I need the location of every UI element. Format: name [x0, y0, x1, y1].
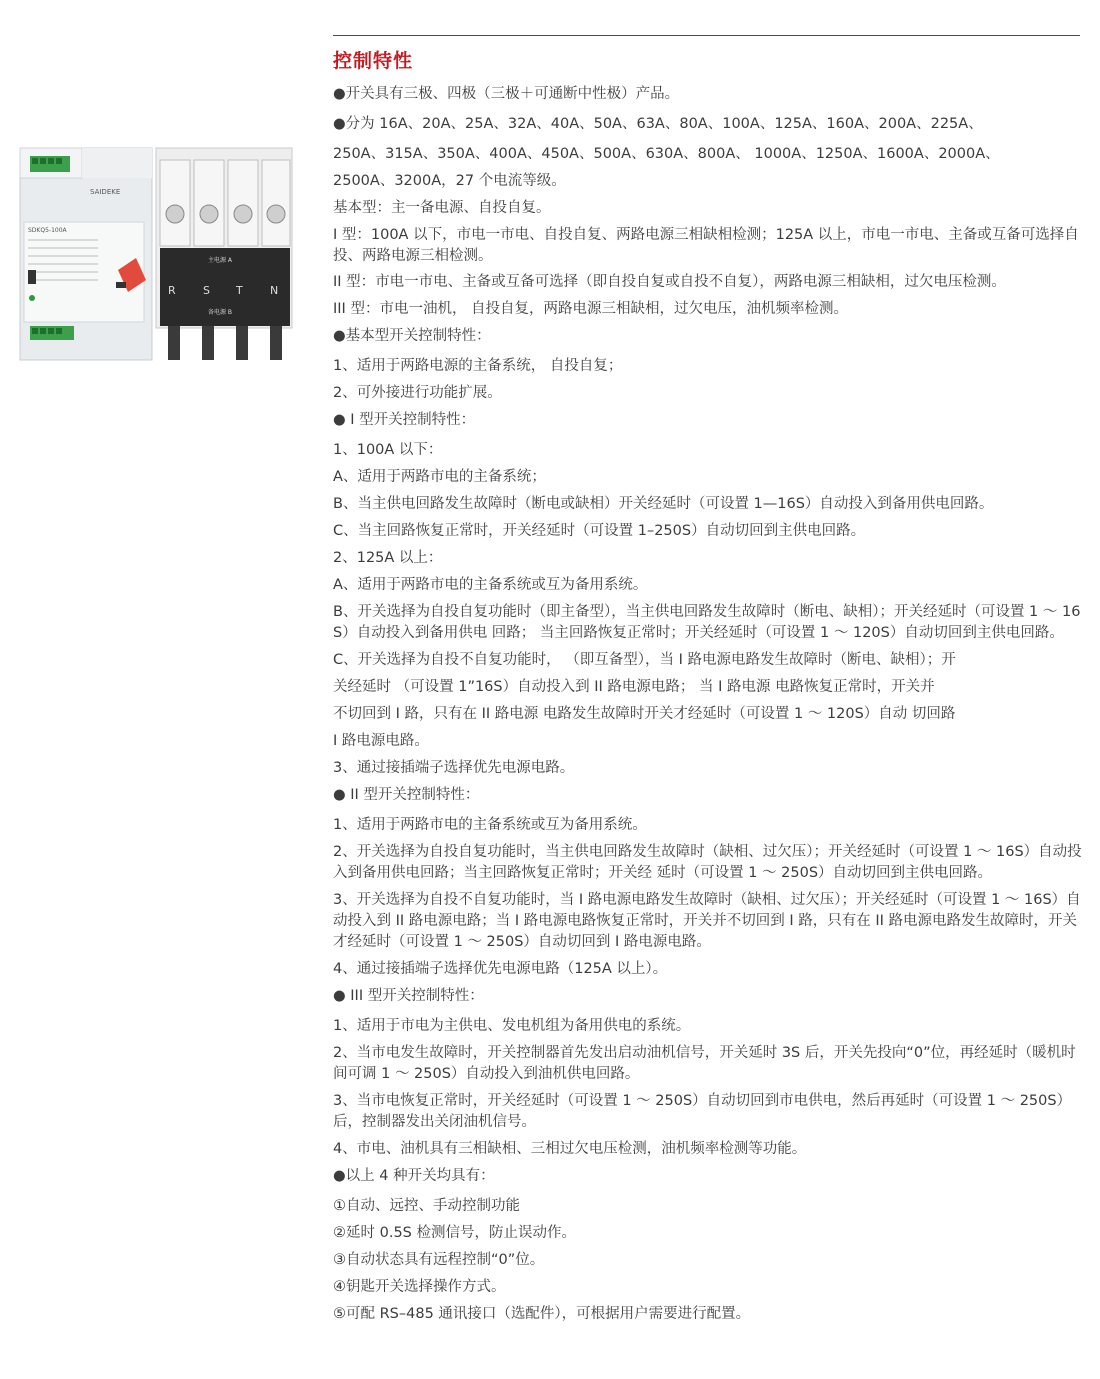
feature-text	[333, 84, 1083, 1325]
text-line: 1、适用于两路电源的主备系统， 自投自复；	[333, 358, 623, 374]
text-line: 3、当市电恢复正常时，开关经延时（可设置 1 ～ 250S）自动切回到市电供电，然后再延时（可设置 1 ～ 250S）后，控制器发出关闭油机信号。	[333, 1093, 1072, 1130]
text-line: ●分为 16A、20A、25A、32A、40A、50A、63A、80A、100A、125A、160A、200A、225A、	[333, 116, 983, 132]
text-line: ④钥匙开关选择操作方式。	[333, 1279, 506, 1295]
text-line: 250A、315A、350A、400A、450A、500A、630A、800A、 1000A、1250A、1600A、2000A、	[333, 146, 1000, 162]
text-line: ● I 型开关控制特性：	[333, 412, 476, 428]
text-line: B、当主供电回路发生故障时（断电或缺相）开关经延时（可设置 1—16S）自动投入到备用供电回路。	[333, 496, 994, 512]
product-model: SDKQ5-100A	[28, 227, 67, 234]
text-line: II 型：市电一市电、主备或互备可选择（即自投自复或自投不自复），两路电源三相缺相，过欠电压检测。	[333, 274, 1006, 290]
section-title: 控制特性	[333, 50, 414, 72]
text-line: A、适用于两路市电的主备系统；	[333, 469, 546, 485]
text-line: 4、通过接插端子选择优先电源电路（125A 以上）。	[333, 961, 668, 977]
product-terminal-r: R	[168, 284, 176, 297]
text-line: ●以上 4 种开关均具有：	[333, 1168, 495, 1184]
text-line: 2、开关选择为自投自复功能时，当主供电回路发生故障时（缺相、过欠压）；开关经延时（可设置 1 ～ 16S）自动投入到备用供电回路；当主回路恢复正常时；开关经 延时（可设置 1 ～ 250S）自动切回到主供电回路。	[333, 844, 1082, 881]
section-top-rule	[333, 35, 1080, 36]
text-line: III 型：市电一油机， 自投自复，两路电源三相缺相，过欠电压，油机频率检测。	[333, 301, 849, 317]
text-line: ● III 型开关控制特性：	[333, 988, 484, 1004]
text-line: 1、适用于两路市电的主备系统或互为备用系统。	[333, 817, 647, 833]
product-image	[18, 130, 296, 362]
text-line: 4、市电、油机具有三相缺相、三相过欠电压检测，油机频率检测等功能。	[333, 1141, 807, 1157]
text-line: 2、可外接进行功能扩展。	[333, 385, 502, 401]
product-label-backup: 备电源 B	[208, 309, 233, 316]
text-line: 1、适用于市电为主供电、发电机组为备用供电的系统。	[333, 1018, 691, 1034]
product-brand: SAIDEKE	[90, 188, 121, 196]
product-terminal-t: T	[236, 284, 243, 297]
text-line: I 路电源电路。	[333, 733, 429, 749]
text-line: ③自动状态具有远程控制“0”位。	[333, 1252, 545, 1268]
text-line: 基本型：主一备电源、自投自复。	[333, 200, 551, 216]
text-line: ①自动、远控、手动控制功能	[333, 1198, 520, 1214]
text-line: ●开关具有三极、四极（三极＋可通断中性极）产品。	[333, 86, 680, 102]
text-line: 2500A、3200A，27 个电流等级。	[333, 173, 566, 189]
text-line: 2、当市电发生故障时，开关控制器首先发出启动油机信号，开关延时 3S 后，开关先投向“0”位，再经延时（暖机时间可调 1 ～ 250S）自动投入到油机供电回路。	[333, 1045, 1076, 1082]
text-line: 不切回到 I 路，只有在 II 路电源 电路发生故障时开关才经延时（可设置 1 ～ 120S）自动 切回路	[333, 706, 956, 722]
text-line: 3、通过接插端子选择优先电源电路。	[333, 760, 575, 776]
text-line: 1、100A 以下：	[333, 442, 443, 458]
text-line: A、适用于两路市电的主备系统或互为备用系统。	[333, 577, 648, 593]
product-label-main: 主电源 A	[208, 257, 233, 264]
text-line: ⑤可配 RS–485 通讯接口（选配件），可根据用户需要进行配置。	[333, 1306, 751, 1322]
text-line: ②延时 0.5S 检测信号，防止误动作。	[333, 1225, 576, 1241]
text-line: 3、开关选择为自投不自复功能时，当 I 路电源电路发生故障时（缺相、过欠压）；开关经延时（可设置 1 ～ 16S）自动投入到 II 路电源电路；当 I 路电源电路恢复正常时，开关并不切回到 I 路，只有在 II 路电源电路发生故障时，开关才经延时（可设置 1 ～ 250S）自动切回到 I 路电源电路。	[333, 892, 1081, 950]
text-line: B、开关选择为自投自复功能时（即主备型），当主供电回路发生故障时（断电、缺相）；开关经延时（可设置 1 ～ 16S）自动投入到备用供电 回路； 当主回路恢复正常时；开关经延时（可设置 1 ～ 120S）自动切回到主供电回路。	[333, 604, 1081, 641]
text-line: 2、125A 以上：	[333, 550, 443, 566]
text-line: I 型：100A 以下，市电一市电、自投自复、两路电源三相缺相检测；125A 以上，市电一市电、主备或互备可选择自投、两路电源三相检测。	[333, 227, 1079, 264]
text-line: C、当主回路恢复正常时，开关经延时（可设置 1–250S）自动切回到主供电回路。	[333, 523, 866, 539]
product-terminal-n: N	[270, 284, 279, 297]
text-line: ●基本型开关控制特性：	[333, 328, 491, 344]
text-line: 关经延时 （可设置 1”16S）自动投入到 II 路电源电路； 当 I 路电源 电路恢复正常时，开关并	[333, 679, 935, 695]
text-line: ● II 型开关控制特性：	[333, 787, 480, 803]
text-line: C、开关选择为自投不自复功能时， （即互备型），当 I 路电源电路发生故障时（断电、缺相）；开	[333, 652, 956, 668]
product-terminal-s: S	[203, 284, 210, 297]
